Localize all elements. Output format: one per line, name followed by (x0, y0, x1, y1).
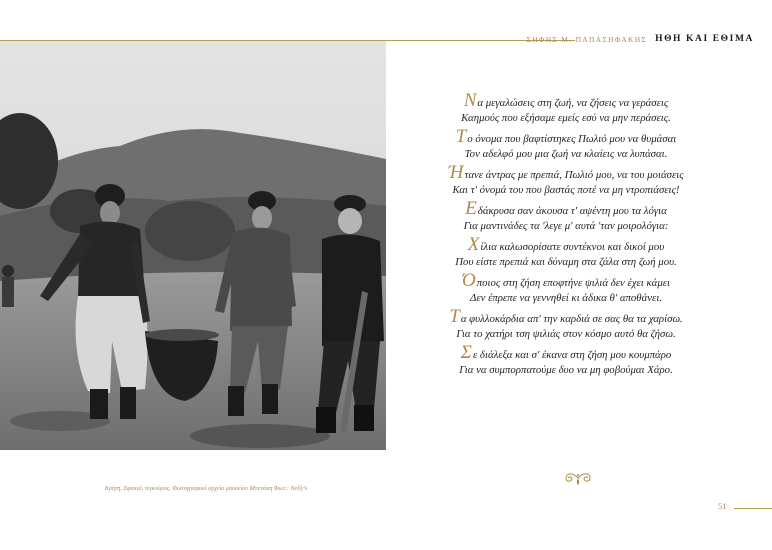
page-number: 51 (718, 501, 727, 511)
poem-stanza (400, 198, 732, 233)
poem-line: Χίλια καλωσορίσατε συντέκνοι και δικοί μου (467, 234, 665, 255)
drop-cap: Τ (449, 306, 460, 327)
poem-line: Δεν έπρεπε να γεννηθεί κι άδικα θ' αποθάνει. (469, 291, 663, 304)
drop-cap: Ή (448, 162, 464, 183)
poem-line: Σε διάλεξα και σ' έκανα στη ζήση μου κουμπάρο (460, 342, 672, 363)
poem-line: Καημούς που εξήσαμε εμείς εσύ να μην περάσεις. (461, 111, 671, 124)
poem-line: Όποιος στη ζήση εποφτήνε ψιλιά δεν έχει κάμει (461, 270, 671, 291)
poem-line: Για μαντινάδες τα 'λεγε μ' αυτά 'ταν μοιρολόγια: (463, 219, 669, 232)
drop-cap: Τ (455, 126, 467, 147)
poem-line: Για το χατήρι τση ψιλιάς στον κόσμο αυτό θα ζήσω. (456, 327, 676, 340)
poem-stanza (400, 270, 732, 305)
archival-photograph (0, 41, 386, 450)
running-header (527, 30, 754, 48)
drop-cap: Χ (467, 234, 480, 255)
poem-line: Που είστε πρεπιά και δύναμη στα ζάλα στη ζωή μου. (455, 255, 677, 268)
poem-line: Για να συμπορπατούμε δυο να μη φοβούμαι Χάρο. (459, 363, 673, 376)
footer-rule (734, 508, 772, 509)
poem-line: Τα φυλλοκάρδια απ' την καρδιά σε σας θα τα χαρίσω. (449, 306, 683, 327)
poem-stanza (400, 126, 732, 161)
poem-line: Τον αδελφό μου μια ζωή να κλαίεις να λυπάσαι. (464, 147, 668, 160)
drop-cap: Ν (463, 90, 477, 111)
poem-stanza (400, 90, 732, 125)
drop-cap: Σ (460, 342, 472, 363)
header-book-title: ΗΘΗ ΚΑΙ ΕΘΙΜΑ (655, 34, 754, 45)
photo-caption: Κρήτη, Σφακιά, τεγκούρος. Φωτογραφικό αρχείο μουσείου Μπενάκη Φωτ.: Nelly's (104, 485, 308, 492)
poem-line: Το όνομα που βαφτίστηκες Πωλιό μου να θυμάσαι (455, 126, 677, 147)
poem-line: Να μεγαλώσεις στη ζωή, να ζήσεις να γεράσεις (463, 90, 669, 111)
drop-cap: Ό (461, 270, 476, 291)
poem-stanza (400, 342, 732, 377)
poem-stanza (400, 234, 732, 269)
poem-line: Εδάκρυσα σαν άκουσα τ' αψέντη μου τα λόγια (465, 198, 667, 219)
header-author: ΣΗΦΗΣ Μ. ΠΑΠΑΣΗΦΑΚΗΣ (526, 34, 648, 44)
poem-stanza (400, 162, 732, 197)
flourish-ornament-icon (561, 470, 595, 486)
poem-line: Και τ' όνομά του που βαστάς ποτέ να μη ντροπιάσεις! (452, 183, 680, 196)
drop-cap: Ε (465, 198, 477, 219)
poem (400, 90, 732, 384)
poem-line: Ήτανε άντρας με πρεπιά, Πωλιό μου, να του μοιάσεις (448, 162, 684, 183)
photograph-rendering (0, 41, 386, 450)
poem-stanza (400, 306, 732, 341)
